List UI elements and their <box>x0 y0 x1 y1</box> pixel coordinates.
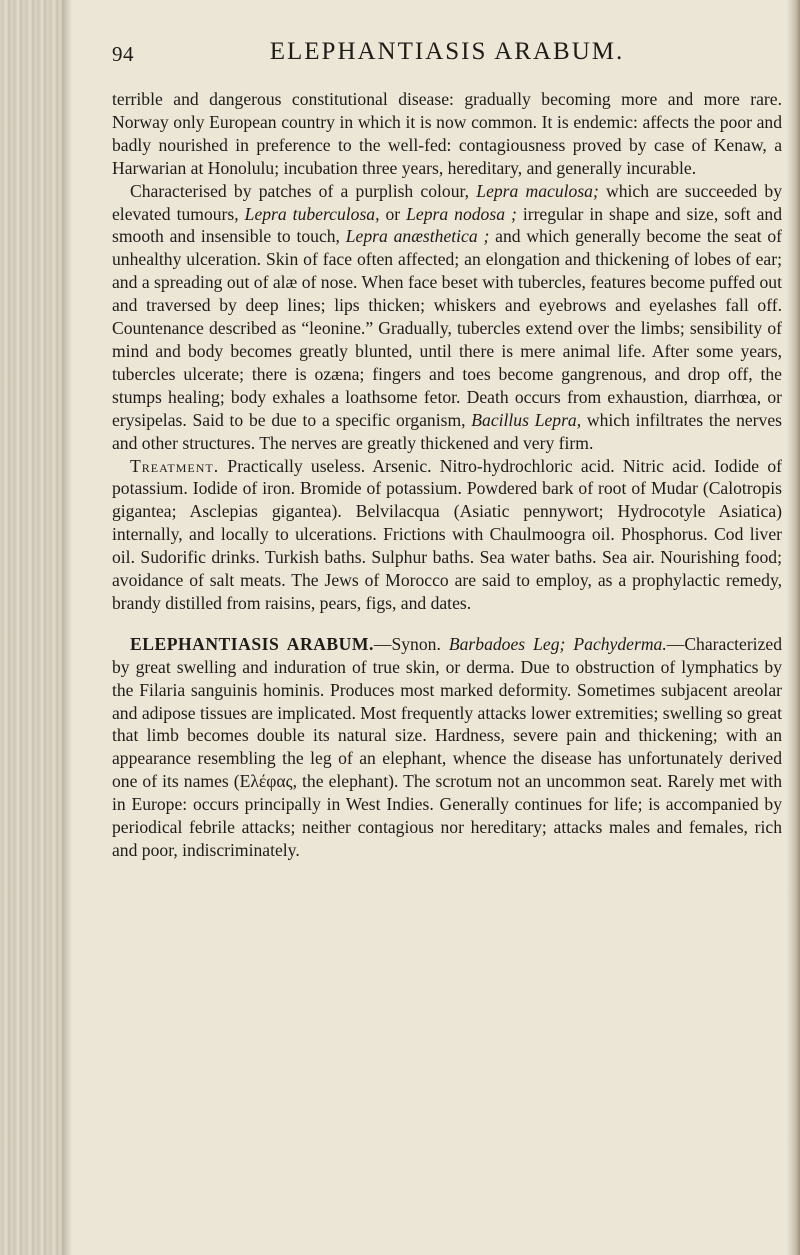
paragraph-treatment <box>112 455 782 615</box>
text-run: which infiltrates the nerves and other structures. The nerves are greatly thickened and very firm. <box>112 409 782 453</box>
synonyms: Barbadoes Leg; Pachyderma. <box>448 633 667 654</box>
paragraph-characterised <box>112 180 782 455</box>
text-run: or <box>379 203 407 224</box>
entry-text: —Characterized by great swelling and induration of true skin, or derma. Due to obstruction of lymphatics by the Filaria sanguinis hominis. Produces most marked deformity. Sometimes subjacent areolar and adipose tissues are implicated. Most frequently attacks lower extremities; swelling so great that limb becomes double its natural size. Hardness, severe pain and thickening; with an appearance resembling the leg of an elephant, whence the disease has unfortunately derived one of its names (Ελέφας, the elephant). The scrotum not an uncommon seat. Rarely met with in Europe: occurs principally in West Indies. Generally continues for life; is accompanied by periodical febrile attacks; neither contagious nor hereditary; attacks males and females, rich and poor, indiscriminately. <box>112 633 782 860</box>
text-run: and which generally become the seat of unhealthy ulceration. Skin of face often affected; an elongation and thickening of lobes of ear; and a spreading out of alæ of nose. When face beset with tubercles, features become puffed out and traversed by deep lines; lips thicken; whiskers and eyebrows and eyelashes fall off. Countenance described as “leonine.” Gradually, tubercles extend over the limbs; sensibility of mind and body becomes greatly blunted, until there is mere animal life. After some years, tubercles ulcerate; there is ozæna; fingers and toes become gangrenous, and drop off, the stumps healing; body exhales a loathsome fetor. Death occurs from exhaustion, diarrhœa, or erysipelas. Said to be due to a specific organism, <box>112 226 782 430</box>
entry-elephantiasis-arabum <box>112 633 782 862</box>
book-binding-margin <box>0 0 62 1255</box>
term-bacillus-lepra: Bacillus Lepra, <box>471 409 582 430</box>
term-lepra-nodosa: Lepra nodosa ; <box>406 203 517 224</box>
text-run: Characterised by patches of a purplish colour, <box>130 180 477 201</box>
entry-heading: ELEPHANTIASIS ARABUM. <box>130 633 374 654</box>
text-run: irregular in shape and size, soft and smooth and insensible to touch, <box>112 203 782 247</box>
paragraph-continuation: terrible and dangerous constitutional disease: gradually becoming more and more rare. Norway only European country in which it is now common. It is endemic: affects the poor and badly nourished in preference to the well-fed: contagiousness proved by case of Kenaw, a Harwarian at Honolulu; incubation three years, hereditary, and generally incurable. <box>112 89 782 178</box>
page-number: 94 <box>112 42 134 66</box>
term-lepra-maculosa: Lepra maculosa; <box>476 180 599 201</box>
page-header <box>112 38 782 78</box>
treatment-label: Treatment. <box>130 455 220 476</box>
running-head: ELEPHANTIASIS ARABUM. <box>269 38 625 65</box>
text-run: —Synon. <box>373 633 449 654</box>
treatment-text: Practically useless. Arsenic. Nitro-hydrochloric acid. Nitric acid. Iodide of potassium. Iodide of iron. Bromide of potassium. Powdered bark of root of Mudar (Calotropis gigantea; Asclepias gigantea). Belvilacqua (Asiatic pennywort; Hydrocotyle Asiatica) internally, and locally to ulcerations. Frictions with Chaulmoogra oil. Phosphorus. Cod liver oil. Sudorific drinks. Turkish baths. Sulphur baths. Sea water baths. Sea air. Nourishing food; avoidance of salt meats. The Jews of Morocco are said to employ, as a prophylactic remedy, brandy distilled from raisins, pears, figs, and dates. <box>112 455 782 613</box>
page-edge <box>786 0 800 1255</box>
term-lepra-tuberculosa: Lepra tuberculosa, <box>244 203 380 224</box>
book-page <box>112 38 782 862</box>
text-run: which are succeeded by elevated tumours, <box>112 180 782 224</box>
gutter-shadow <box>62 0 72 1255</box>
term-lepra-anaesthetica: Lepra anæsthetica ; <box>345 226 490 247</box>
